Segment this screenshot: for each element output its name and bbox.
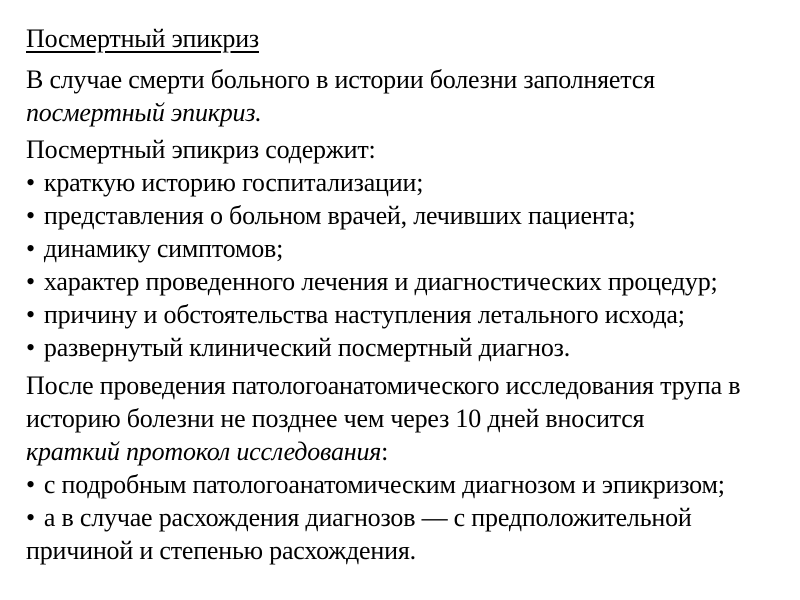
- list-item-text: развернутый клинический посмертный диагноз.: [43, 333, 570, 362]
- bullet-icon: •: [26, 234, 35, 263]
- list-item: [26, 199, 780, 232]
- list-item: [26, 166, 780, 199]
- paragraph-protocol-line-1: После проведения патологоанатомического исследования трупа в: [26, 371, 741, 400]
- bullet-list-contains: [26, 166, 780, 364]
- bullet-icon: •: [26, 267, 35, 296]
- list-item-text: краткую историю госпитализации;: [43, 168, 424, 197]
- bullet-icon: •: [26, 470, 35, 499]
- paragraph-intro: [26, 63, 780, 129]
- bullet-icon: •: [26, 503, 35, 532]
- bullet-icon: •: [26, 300, 35, 329]
- bullet-list-protocol: [26, 468, 780, 567]
- paragraph-intro-line-1: В случае смерти больного в истории болезни заполняется: [26, 65, 655, 94]
- slide-title: Посмертный эпикриз: [26, 24, 259, 53]
- paragraph-intro-line-2: посмертный эпикриз.: [26, 98, 262, 127]
- paragraph-protocol-line-3-colon: :: [381, 437, 389, 466]
- list-item-text: с подробным патологоанатомическим диагнозом и эпикризом;: [43, 470, 725, 499]
- list-item: [26, 298, 780, 331]
- paragraph-protocol-line-2: историю болезни не позднее чем через 10 дней вносится: [26, 404, 645, 433]
- list-item: [26, 232, 780, 265]
- paragraph-protocol-line-3-italic: краткий протокол исследования: [26, 437, 382, 466]
- bullet-icon: •: [26, 333, 35, 362]
- list-item: [26, 501, 780, 534]
- list-item-text: а в случае расхождения диагнозов — с предположительной: [43, 503, 692, 532]
- bullet-icon: •: [26, 168, 35, 197]
- paragraph-contains-heading: Посмертный эпикриз содержит:: [26, 135, 376, 164]
- paragraph-protocol-line-3: [26, 435, 780, 468]
- list-item-text: характер проведенного лечения и диагностических процедур;: [43, 267, 718, 296]
- list-item-continuation: причиной и степенью расхождения.: [26, 536, 416, 565]
- list-item-text: динамику симптомов;: [43, 234, 284, 263]
- list-item-text: представления о больном врачей, лечивших пациента;: [43, 201, 636, 230]
- paragraph-protocol: [26, 369, 780, 468]
- list-item-text: причину и обстоятельства наступления летального исхода;: [43, 300, 685, 329]
- list-item: [26, 265, 780, 298]
- list-item: [26, 331, 780, 364]
- bullet-icon: •: [26, 201, 35, 230]
- list-item: [26, 468, 780, 501]
